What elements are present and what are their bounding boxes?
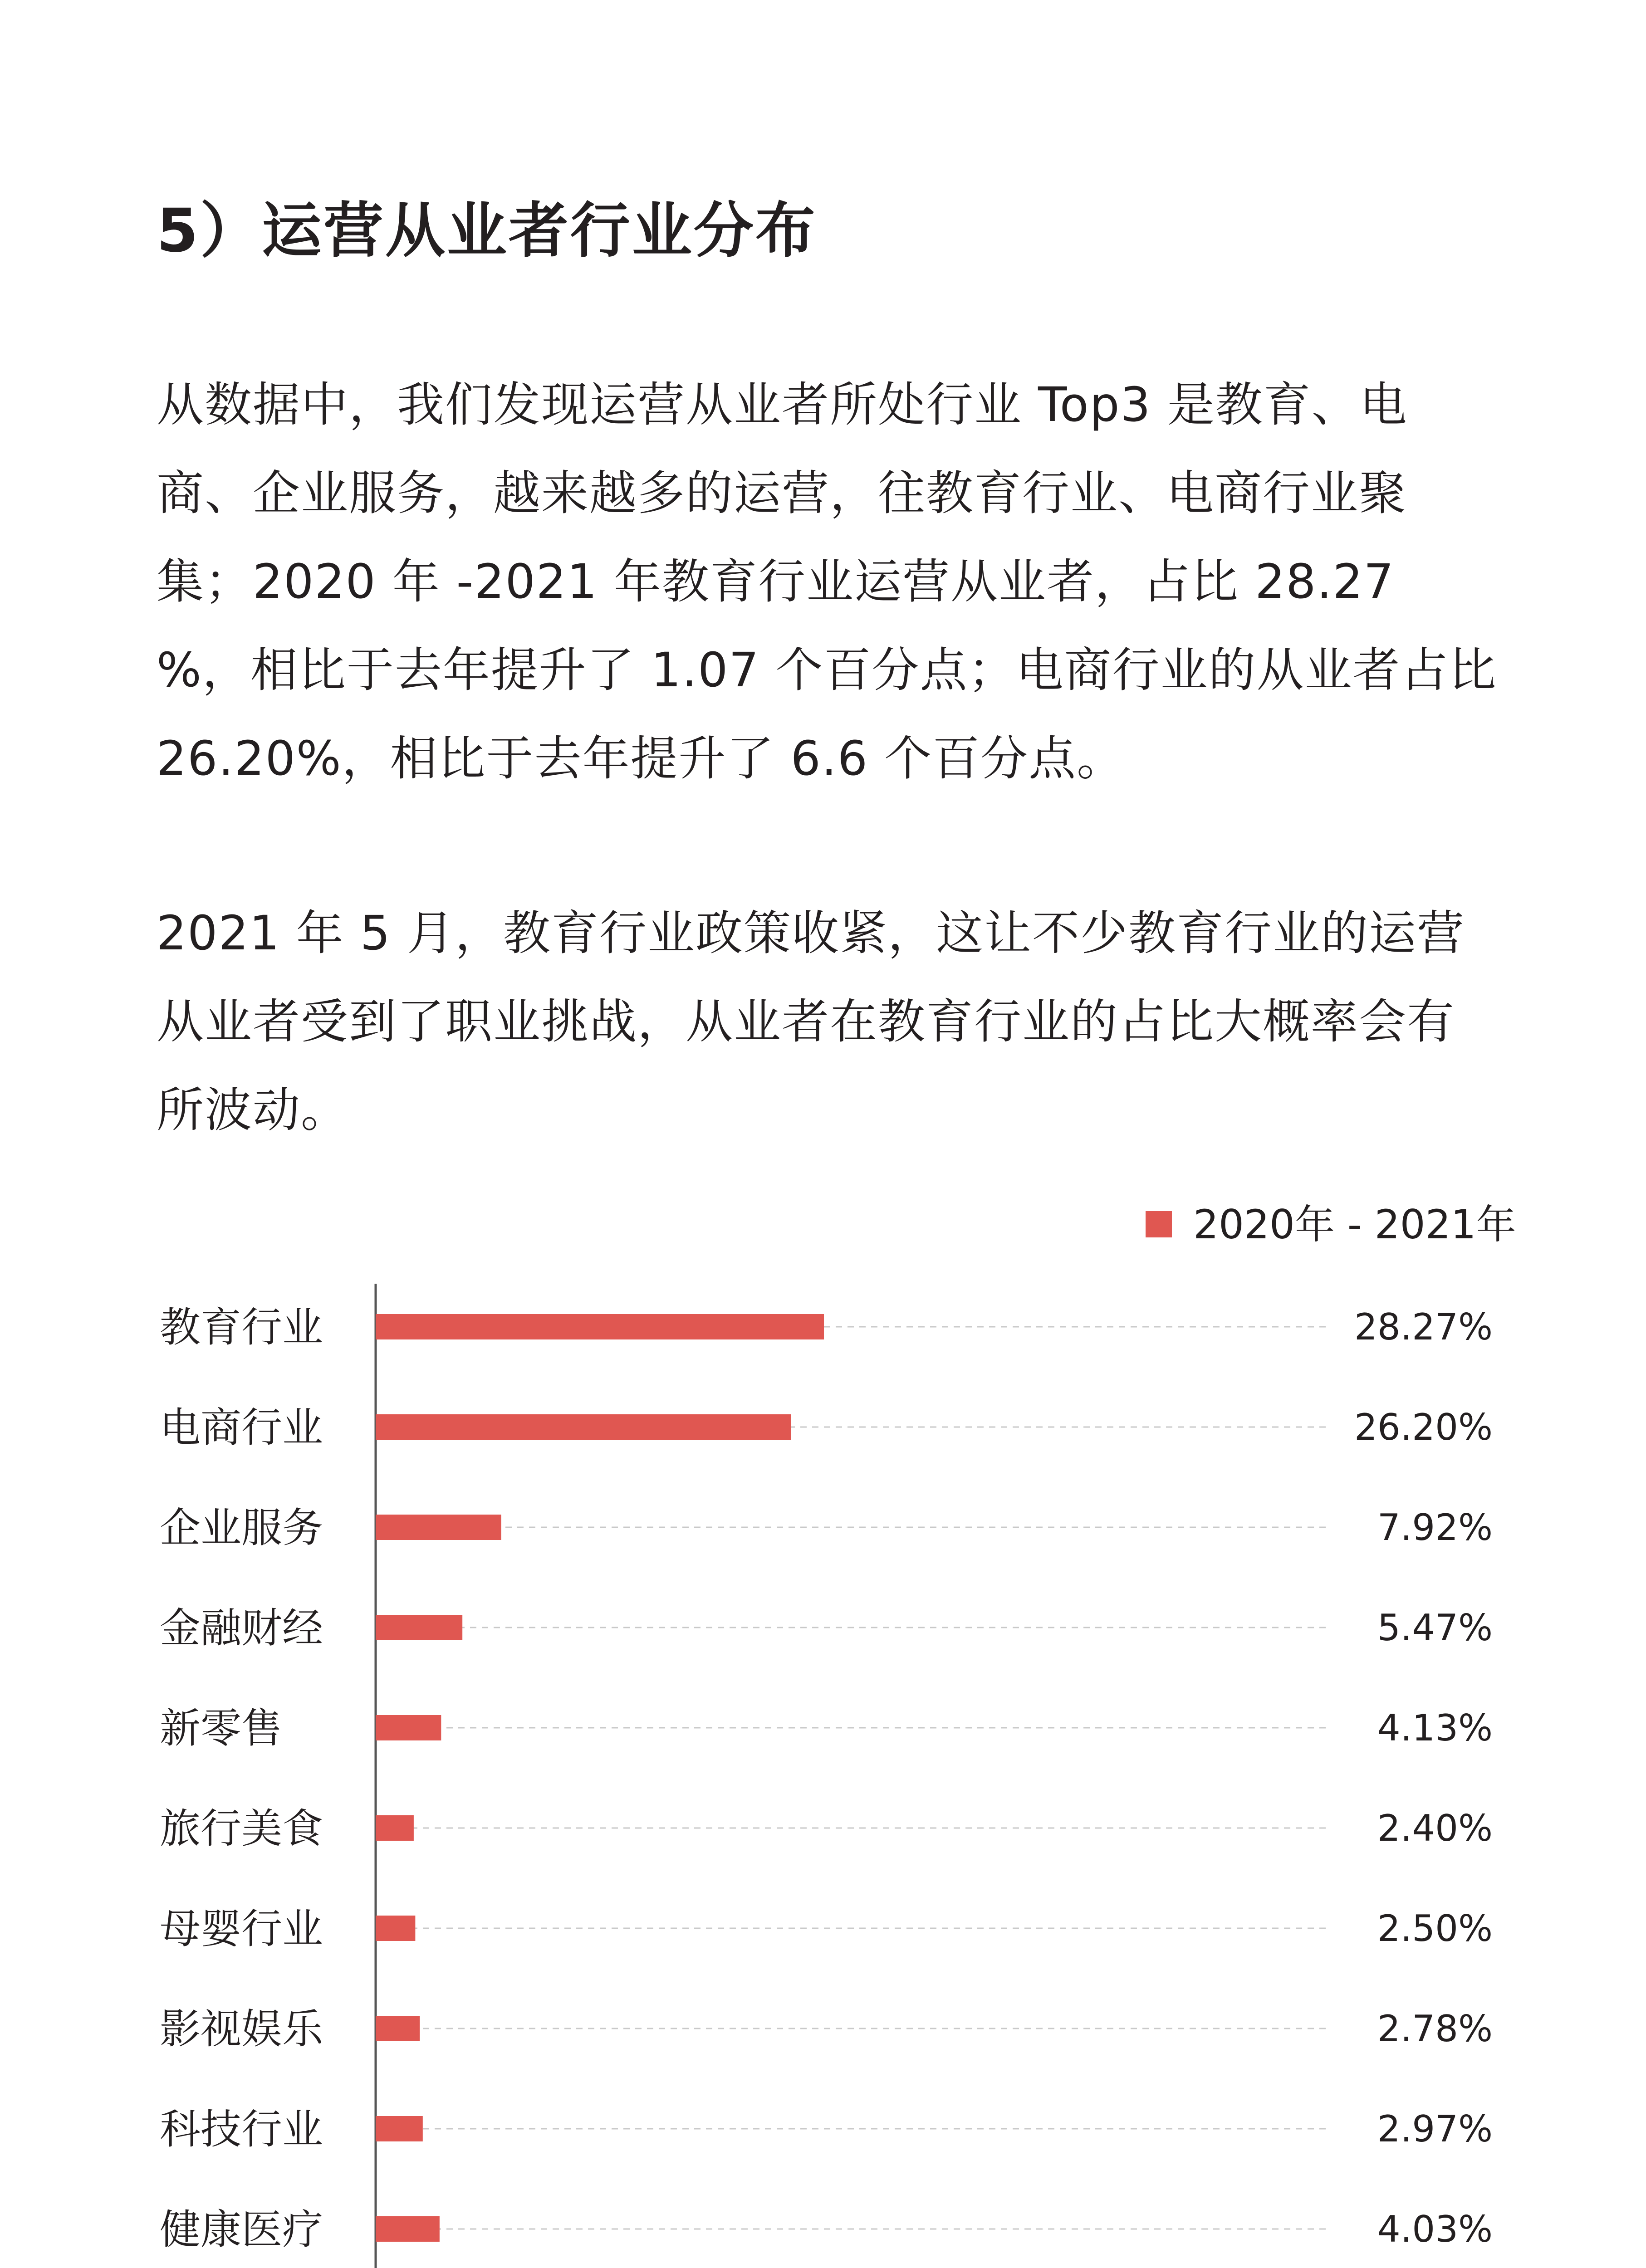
bar — [376, 1515, 501, 1540]
category-label: 教育行业 — [160, 1304, 323, 1351]
category-label: 企业服务 — [160, 1504, 323, 1552]
value-label: 2.78% — [1377, 2008, 1493, 2050]
intro-paragraph: 从数据中，我们发现运营从业者所处行业 Top3 是教育、电商、企业服务，越来越多的运营，往教育行业、电商行业聚集；2020 年 -2021 年教育行业运营从业者，占比 28.27 %，相比于去年提升了 1.07 个百分点；电商行业的从业者占比26.20%，相比于去年提升了 6.6 个百分点。 — [157, 377, 1497, 786]
section-title: 5）运营从业者行业分布 — [157, 196, 817, 266]
legend-label: 2020年 - 2021年 — [1193, 1201, 1516, 1248]
value-label: 28.27% — [1354, 1306, 1493, 1348]
category-label: 金融财经 — [160, 1604, 323, 1652]
value-label: 2.50% — [1377, 1907, 1493, 1950]
bar — [376, 1314, 824, 1339]
bar — [376, 1715, 441, 1740]
bar — [376, 1615, 462, 1640]
legend-swatch — [1146, 1211, 1172, 1237]
value-label: 5.47% — [1377, 1607, 1493, 1649]
bar — [376, 2116, 423, 2141]
value-label: 4.03% — [1377, 2208, 1493, 2250]
value-label: 26.20% — [1354, 1406, 1493, 1448]
bar — [376, 2216, 440, 2242]
category-label: 健康医疗 — [160, 2206, 323, 2253]
value-label: 2.97% — [1377, 2108, 1493, 2150]
policy-paragraph: 2021 年 5 月，教育行业政策收紧，这让不少教育行业的运营从业者受到了职业挑战，从业者在教育行业的占比大概率会有所波动。 — [157, 905, 1465, 1138]
bar — [376, 1916, 415, 1941]
category-label: 科技行业 — [160, 2106, 323, 2153]
value-label: 2.40% — [1377, 1807, 1493, 1849]
category-label: 母婴行业 — [160, 1905, 323, 1953]
bar — [376, 1414, 791, 1440]
category-label: 新零售 — [160, 1705, 282, 1752]
category-label: 影视娱乐 — [160, 2005, 323, 2053]
category-label: 旅行美食 — [160, 1805, 323, 1853]
value-label: 7.92% — [1377, 1506, 1493, 1549]
bar — [376, 2016, 420, 2041]
bar — [376, 1815, 414, 1841]
category-label: 电商行业 — [160, 1404, 323, 1452]
value-label: 4.13% — [1377, 1707, 1493, 1749]
